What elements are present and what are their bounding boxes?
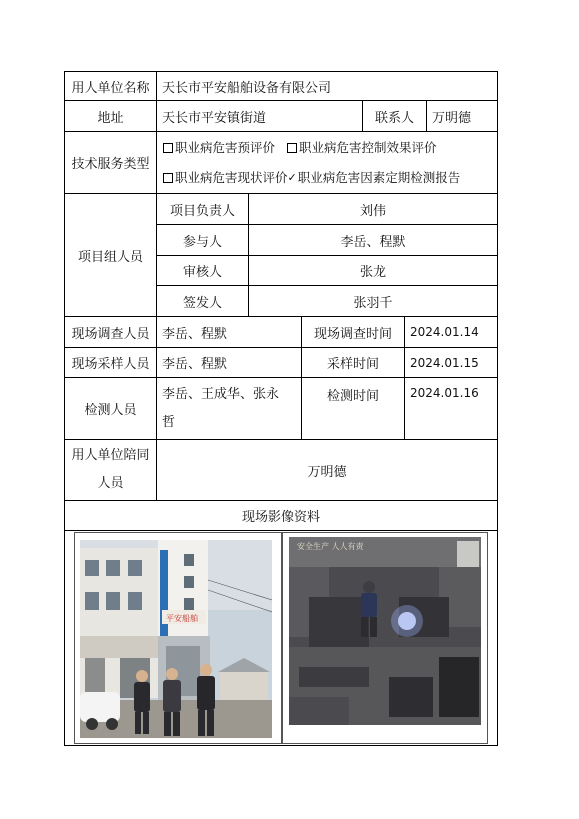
testing-staff-value-line1: 李岳、王成华、张永 bbox=[162, 386, 280, 402]
reviewer-label-cell bbox=[156, 255, 249, 286]
service-option-control-effect: 职业病危害控制效果评价 bbox=[299, 139, 437, 155]
service-type-options-cell bbox=[156, 131, 498, 194]
testing-time-value-cell bbox=[404, 377, 498, 440]
escort-value: 万明德 bbox=[307, 464, 347, 480]
workshop-banner-text: 安全生产 人人有责 bbox=[297, 542, 364, 551]
service-options-row-2 bbox=[163, 163, 460, 193]
sampling-time-label-cell bbox=[301, 347, 405, 378]
project-lead-label-cell bbox=[156, 193, 249, 225]
team-label: 项目组人员 bbox=[77, 249, 143, 265]
participants-value: 李岳、程默 bbox=[340, 234, 406, 250]
survey-staff-label: 现场调查人员 bbox=[71, 326, 150, 342]
building-photo bbox=[80, 540, 272, 738]
employer-value: 天长市平安船舶设备有限公司 bbox=[162, 80, 332, 96]
survey-time-label: 现场调查时间 bbox=[313, 326, 392, 342]
survey-staff-value-cell bbox=[156, 316, 302, 348]
issuer-label-cell bbox=[156, 285, 249, 317]
checkbox-icon bbox=[163, 173, 173, 183]
address-label-cell bbox=[64, 100, 157, 132]
photos-title-cell bbox=[64, 500, 498, 531]
service-options-row-1 bbox=[163, 133, 437, 163]
survey-time-value-cell bbox=[404, 316, 498, 348]
project-lead-value: 刘伟 bbox=[359, 203, 386, 219]
contact-value: 万明德 bbox=[432, 110, 472, 126]
building-sign-text: 平安船舶 bbox=[166, 614, 198, 623]
sampling-time-label: 采样时间 bbox=[326, 357, 379, 372]
workshop-photo bbox=[289, 537, 481, 725]
service-option-pre-evaluation: 职业病危害预评价 bbox=[175, 139, 276, 155]
issuer-value: 张羽千 bbox=[353, 295, 393, 311]
issuer-value-cell bbox=[248, 285, 498, 317]
sampling-staff-label: 现场采样人员 bbox=[71, 357, 150, 372]
check-mark-icon: ✓ bbox=[287, 170, 297, 184]
sampling-staff-value-cell bbox=[156, 347, 302, 378]
escort-label-line2: 人员 bbox=[97, 476, 124, 491]
testing-staff-label-cell bbox=[64, 377, 157, 440]
escort-label-cell bbox=[64, 439, 157, 501]
contact-label: 联系人 bbox=[374, 110, 414, 126]
photos-title: 现场影像资料 bbox=[241, 510, 320, 525]
reviewer-value: 张龙 bbox=[359, 265, 386, 280]
escort-label-line1: 用人单位陪同 bbox=[71, 448, 150, 463]
reviewer-value-cell bbox=[248, 255, 498, 286]
survey-time-label-cell bbox=[301, 316, 405, 348]
escort-value-cell bbox=[156, 439, 498, 501]
contact-label-cell bbox=[362, 100, 427, 132]
sampling-time-value: 2024.01.15 bbox=[410, 355, 479, 370]
testing-time-label: 检测时间 bbox=[326, 389, 379, 404]
contact-value-cell bbox=[426, 100, 498, 132]
checkbox-icon bbox=[163, 143, 173, 153]
checkbox-icon bbox=[287, 143, 297, 153]
sampling-staff-label-cell bbox=[64, 347, 157, 378]
testing-staff-value-line2: 哲 bbox=[162, 414, 176, 430]
sampling-time-value-cell bbox=[404, 347, 498, 378]
testing-staff-value-cell bbox=[156, 377, 302, 440]
survey-time-value: 2024.01.14 bbox=[410, 325, 479, 339]
testing-staff-label: 检测人员 bbox=[84, 403, 137, 418]
testing-time-value: 2024.01.16 bbox=[410, 386, 479, 400]
participants-label: 参与人 bbox=[182, 234, 222, 250]
address-label: 地址 bbox=[97, 110, 124, 126]
employer-value-cell bbox=[156, 71, 498, 101]
issuer-label: 签发人 bbox=[182, 295, 222, 311]
sampling-staff-value: 李岳、程默 bbox=[162, 357, 228, 372]
service-option-periodic-testing: 职业病危害因素定期检测报告 bbox=[297, 169, 461, 185]
testing-time-label-cell bbox=[301, 377, 405, 440]
address-value-cell bbox=[156, 100, 363, 132]
project-lead-label: 项目负责人 bbox=[169, 203, 235, 219]
service-option-status-evaluation: 职业病危害现状评价 bbox=[175, 169, 288, 185]
participants-label-cell bbox=[156, 224, 249, 256]
reviewer-label: 审核人 bbox=[182, 265, 222, 280]
team-label-cell bbox=[64, 193, 157, 317]
survey-staff-label-cell bbox=[64, 316, 157, 348]
employer-label: 用人单位名称 bbox=[71, 80, 150, 96]
participants-value-cell bbox=[248, 224, 498, 256]
address-value: 天长市平安镇街道 bbox=[162, 110, 267, 126]
service-type-label: 技术服务类型 bbox=[71, 157, 150, 172]
employer-label-cell bbox=[64, 71, 157, 101]
service-type-label-cell bbox=[64, 131, 157, 194]
project-lead-value-cell bbox=[248, 193, 498, 225]
survey-staff-value: 李岳、程默 bbox=[162, 326, 228, 342]
